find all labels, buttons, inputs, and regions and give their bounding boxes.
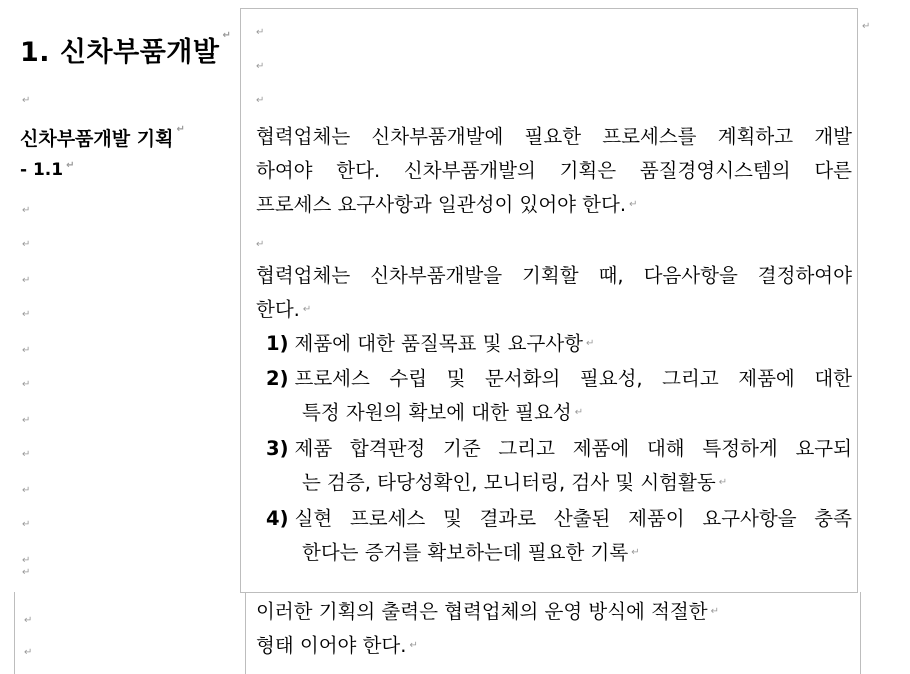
table-right-border-upper: [857, 8, 858, 593]
body-text: 한다.: [256, 298, 300, 321]
section-heading: [20, 30, 231, 69]
paragraph-mark: ↵: [176, 124, 185, 135]
paragraph-mark: ↵: [718, 477, 728, 488]
paragraph-mark: ↵: [302, 304, 312, 315]
subsection-number: [20, 160, 74, 180]
list-number: 1): [266, 332, 289, 355]
list-item-1: [266, 332, 594, 356]
paragraph-mark: ↵: [256, 61, 265, 72]
list-item-2: [266, 367, 852, 391]
paragraph-mark: ↵: [629, 199, 638, 210]
list-item-4-continued: [302, 541, 640, 565]
list-text: 실현 프로세스 및 결과로 산출된 제품이 요구사항을 충족: [294, 507, 852, 530]
paragraph-mark: ↵: [66, 160, 75, 171]
body-text-line: [256, 193, 637, 217]
row-divider: [240, 592, 858, 593]
column-divider-lower: [245, 592, 246, 674]
paragraph-mark: ↵: [22, 519, 31, 530]
body-text-line: [256, 634, 418, 658]
paragraph-mark: ↵: [586, 338, 595, 349]
table-right-border-lower: [860, 592, 861, 674]
paragraph-mark: ↵: [24, 615, 33, 626]
paragraph-mark: ↵: [22, 239, 31, 250]
body-text-line: [256, 600, 719, 624]
table-left-border-lower: [14, 592, 15, 674]
list-number: 4): [266, 507, 289, 530]
paragraph-mark: ↵: [22, 379, 31, 390]
body-text-line: [256, 298, 311, 322]
body-text: 이러한 기획의 출력은 협력업체의 운영 방식에 적절한: [256, 600, 708, 623]
paragraph-mark: ↵: [710, 606, 719, 617]
subsection-heading: [20, 124, 185, 151]
body-text-line: 협력업체는 신차부품개발에 필요한 프로세스를 계획하고 개발: [256, 125, 852, 148]
subsection-number-text: - 1.1: [20, 160, 64, 180]
section-heading-text: 1. 신차부품개발: [20, 37, 220, 68]
list-item-2-continued: [302, 401, 583, 425]
paragraph-mark: ↵: [22, 415, 31, 426]
paragraph-mark: ↵: [22, 275, 31, 286]
list-number: 3): [266, 437, 289, 460]
list-item-3: [266, 437, 852, 461]
list-number: 2): [266, 367, 289, 390]
list-text: 제품 합격판정 기준 그리고 제품에 대해 특정하게 요구되: [294, 437, 852, 460]
paragraph-mark: ↵: [22, 449, 31, 460]
list-text: 는 검증, 타당성확인, 모니터링, 검사 및 시험활동: [302, 471, 716, 494]
paragraph-mark: ↵: [574, 407, 584, 418]
paragraph-mark: ↵: [22, 95, 31, 106]
column-divider-upper: [240, 8, 241, 593]
paragraph-mark: ↵: [222, 30, 232, 41]
paragraph-mark: ↵: [24, 647, 33, 658]
subsection-heading-text: 신차부품개발 기획: [20, 128, 174, 150]
list-item-4: [266, 507, 852, 531]
end-of-row-mark: ↵: [862, 21, 871, 32]
body-text: 형태 이어야 한다.: [256, 634, 407, 657]
paragraph-mark: ↵: [256, 27, 265, 38]
list-text: 특정 자원의 확보에 대한 필요성: [302, 401, 572, 424]
body-text: 프로세스 요구사항과 일관성이 있어야 한다.: [256, 193, 627, 216]
paragraph-mark: ↵: [22, 485, 31, 496]
paragraph-mark: ↵: [22, 205, 31, 216]
list-item-3-continued: [302, 471, 727, 495]
table-top-border: [240, 8, 858, 9]
list-text: 한다는 증거를 확보하는데 필요한 기록: [302, 541, 629, 564]
paragraph-mark: ↵: [256, 239, 265, 250]
paragraph-mark: ↵: [631, 547, 640, 558]
paragraph-mark: ↵: [22, 345, 31, 356]
body-text-line: 하여야 한다. 신차부품개발의 기획은 품질경영시스템의 다른: [256, 159, 852, 182]
paragraph-mark: ↵: [409, 640, 418, 651]
list-text: 프로세스 수립 및 문서화의 필요성, 그리고 제품에 대한: [294, 367, 852, 390]
body-text-line: 협력업체는 신차부품개발을 기획할 때, 다음사항을 결정하여야: [256, 264, 852, 287]
paragraph-mark: ↵: [22, 567, 31, 578]
paragraph-mark: ↵: [22, 555, 31, 566]
list-text: 제품에 대한 품질목표 및 요구사항: [294, 332, 583, 355]
paragraph-mark: ↵: [22, 309, 31, 320]
paragraph-mark: ↵: [256, 95, 265, 106]
